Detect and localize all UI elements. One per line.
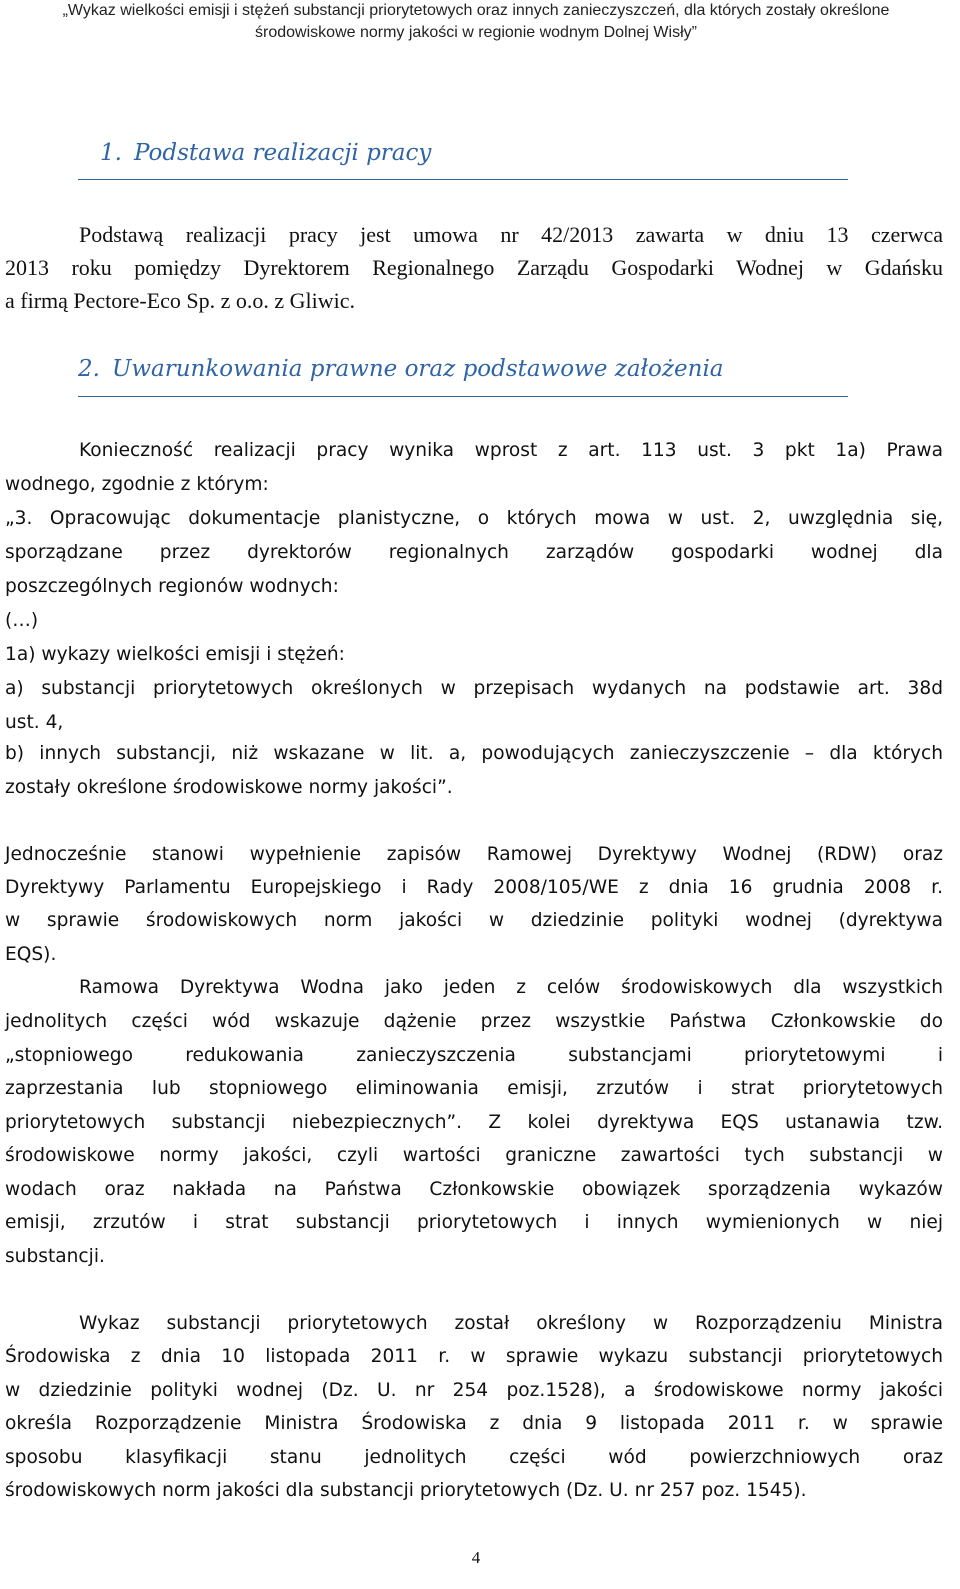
ramowa-line: emisji, zrzutów i strat substancji priorytetowych i innych wymienionych w niej <box>5 1212 943 1233</box>
legal-line: ust. 4, <box>5 712 64 733</box>
legal-line: a) substancji priorytetowych określonych w przepisach wydanych na podstawie art. 38d <box>5 678 943 699</box>
legal-line: (…) <box>5 610 39 631</box>
wykaz-line: środowiskowych norm jakości dla substancji priorytetowych (Dz. U. nr 257 poz. 1545). <box>5 1480 807 1501</box>
legal-line: poszczególnych regionów wodnych: <box>5 576 339 597</box>
legal-line: 1a) wykazy wielkości emisji i stężeń: <box>5 644 345 665</box>
wykaz-line: określa Rozporządzenie Ministra Środowiska z dnia 9 listopada 2011 r. w sprawie <box>5 1413 943 1434</box>
ramowa-line: środowiskowe normy jakości, czyli wartości graniczne zawartości tych substancji w <box>5 1145 943 1166</box>
section-2-rule <box>78 396 848 397</box>
ramowa-line: „stopniowego redukowania zanieczyszczenia substancjami priorytetowymi i <box>5 1045 943 1066</box>
rdw-line: Jednocześnie stanowi wypełnienie zapisów Ramowej Dyrektywy Wodnej (RDW) oraz <box>5 844 943 865</box>
ramowa-line: jednolitych części wód wskazuje dążenie przez wszystkie Państwa Członkowskie do <box>5 1011 943 1032</box>
legal-line: zostały określone środowiskowe normy jakości”. <box>5 777 453 798</box>
section-2-title: Uwarunkowania prawne oraz podstawowe założenia <box>111 356 724 382</box>
ramowa-line: priorytetowych substancji niebezpiecznych”. Z kolei dyrektywa EQS ustanawia tzw. <box>5 1112 943 1133</box>
ramowa-line: substancji. <box>5 1246 105 1267</box>
section-1-number: 1. <box>100 140 122 166</box>
wykaz-line: Środowiska z dnia 10 listopada 2011 r. w sprawie wykazu substancji priorytetowych <box>5 1346 943 1367</box>
legal-line: b) innych substancji, niż wskazane w lit. a, powodujących zanieczyszczenie – dla których <box>5 743 943 764</box>
wykaz-line: sposobu klasyfikacji stanu jednolitych części wód powierzchniowych oraz <box>5 1447 943 1468</box>
section-1-rule <box>78 179 848 180</box>
rdw-line: EQS). <box>5 944 57 965</box>
running-header-line-2: środowiskowe normy jakości w regionie wodnym Dolnej Wisły” <box>255 24 697 41</box>
running-header <box>0 0 952 44</box>
section-1-heading <box>100 138 431 168</box>
section-1-line: a firmą Pectore-Eco Sp. z o.o. z Gliwic. <box>5 288 356 313</box>
rdw-line: Dyrektywy Parlamentu Europejskiego i Rady 2008/105/WE z dnia 16 grudnia 2008 r. <box>5 877 943 898</box>
page-number: 4 <box>471 1548 481 1567</box>
section-2-number: 2. <box>78 356 100 382</box>
ramowa-line: wodach oraz nakłada na Państwa Członkowskie obowiązek sporządzenia wykazów <box>5 1179 943 1200</box>
legal-line: Konieczność realizacji pracy wynika wprost z art. 113 ust. 3 pkt 1a) Prawa <box>79 440 943 461</box>
legal-line: sporządzane przez dyrektorów regionalnych zarządów gospodarki wodnej dla <box>5 542 943 563</box>
section-1-line: 2013 roku pomiędzy Dyrektorem Regionalnego Zarządu Gospodarki Wodnej w Gdańsku <box>5 255 943 280</box>
ramowa-line: Ramowa Dyrektywa Wodna jako jeden z celów środowiskowych dla wszystkich <box>79 977 943 998</box>
section-1-line: Podstawą realizacji pracy jest umowa nr 42/2013 zawarta w dniu 13 czerwca <box>79 222 943 247</box>
wykaz-line: w dziedzinie polityki wodnej (Dz. U. nr 254 poz.1528), a środowiskowe normy jakości <box>5 1380 943 1401</box>
wykaz-line: Wykaz substancji priorytetowych został określony w Rozporządzeniu Ministra <box>79 1313 943 1334</box>
rdw-line: w sprawie środowiskowych norm jakości w dziedzinie polityki wodnej (dyrektywa <box>5 910 943 931</box>
section-2-heading <box>78 354 724 384</box>
ramowa-line: zaprzestania lub stopniowego eliminowania emisji, zrzutów i strat priorytetowych <box>5 1078 943 1099</box>
legal-line: „3. Opracowując dokumentacje planistyczne, o których mowa w ust. 2, uwzględnia się, <box>5 508 943 529</box>
running-header-line-1: „Wykaz wielkości emisji i stężeń substancji priorytetowych oraz innych zanieczyszczeń, dla których zostały określone <box>62 2 890 19</box>
section-1-title: Podstawa realizacji pracy <box>133 140 432 166</box>
legal-line: wodnego, zgodnie z którym: <box>5 474 269 495</box>
